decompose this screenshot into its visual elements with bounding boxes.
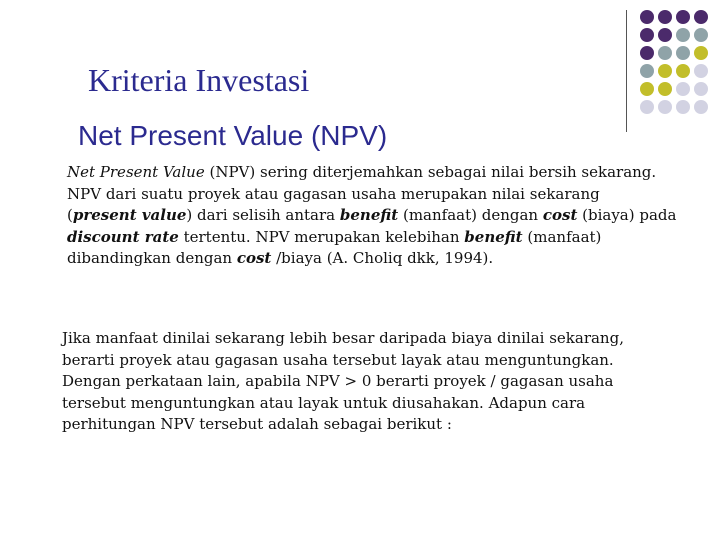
decorative-dot (694, 10, 708, 24)
term-bold-italic: cost (236, 249, 272, 267)
decorative-dot (658, 10, 672, 24)
paragraph-line: NPV dari suatu proyek atau gagasan usaha merupakan nilai sekarang (67, 184, 600, 203)
decorative-dot (694, 82, 708, 96)
paragraph-line: (present value) dari selisih antara benefit (manfaat) dengan cost (biaya) pada (67, 206, 677, 224)
decorative-dot (658, 82, 672, 96)
term-bold-italic: benefit (464, 227, 523, 246)
paragraph-line: Net Present Value (NPV) sering diterjemahkan sebagai nilai bersih sekarang. (67, 163, 657, 181)
decorative-dot (676, 10, 690, 24)
decorative-dot (640, 82, 654, 96)
decorative-dot (676, 46, 690, 60)
decorative-dot (658, 100, 672, 114)
decorative-dot (676, 100, 690, 114)
decorative-dot-grid (640, 10, 720, 130)
decorative-divider (626, 10, 627, 132)
slide-title: Kriteria Investasi (88, 62, 310, 98)
npv-rule-paragraph (62, 328, 692, 436)
decorative-dot (640, 28, 654, 42)
decorative-dot (640, 10, 654, 24)
slide-subtitle: Net Present Value (NPV) (78, 120, 388, 151)
paragraph-line: Jika manfaat dinilai sekarang lebih besar daripada biaya dinilai sekarang, (62, 329, 624, 347)
paragraph-line: dibandingkan dengan cost /biaya (A. Choliq dkk, 1994). (67, 249, 494, 267)
paragraph-line: perhitungan NPV tersebut adalah sebagai berikut : (62, 415, 452, 433)
paragraph-line: discount rate tertentu. NPV merupakan kelebihan benefit (manfaat) (67, 227, 602, 246)
decorative-dot (658, 28, 672, 42)
decorative-dot (640, 100, 654, 114)
decorative-dot (676, 82, 690, 96)
decorative-dot (676, 28, 690, 42)
paragraph-line: berarti proyek atau gagasan usaha tersebut layak atau menguntungkan. (62, 350, 614, 369)
paragraph-line: tersebut menguntungkan atau layak untuk diusahakan. Adapun cara (62, 393, 586, 412)
decorative-dot (694, 28, 708, 42)
decorative-dot (694, 64, 708, 78)
decorative-dot (658, 64, 672, 78)
term-italic: Net Present Value (67, 163, 205, 181)
decorative-dot (694, 100, 708, 114)
term-bold-italic: cost (542, 206, 578, 224)
decorative-dot (640, 46, 654, 60)
decorative-dot (676, 64, 690, 78)
term-bold-italic: discount rate (67, 227, 179, 246)
term-bold-italic: present value (72, 206, 187, 224)
decorative-dot (658, 46, 672, 60)
paragraph-line: Dengan perkataan lain, apabila NPV > 0 berarti proyek / gagasan usaha (62, 372, 614, 390)
definition-paragraph (67, 162, 697, 270)
term-bold-italic: benefit (339, 206, 399, 224)
decorative-dot (640, 64, 654, 78)
decorative-dot (694, 46, 708, 60)
